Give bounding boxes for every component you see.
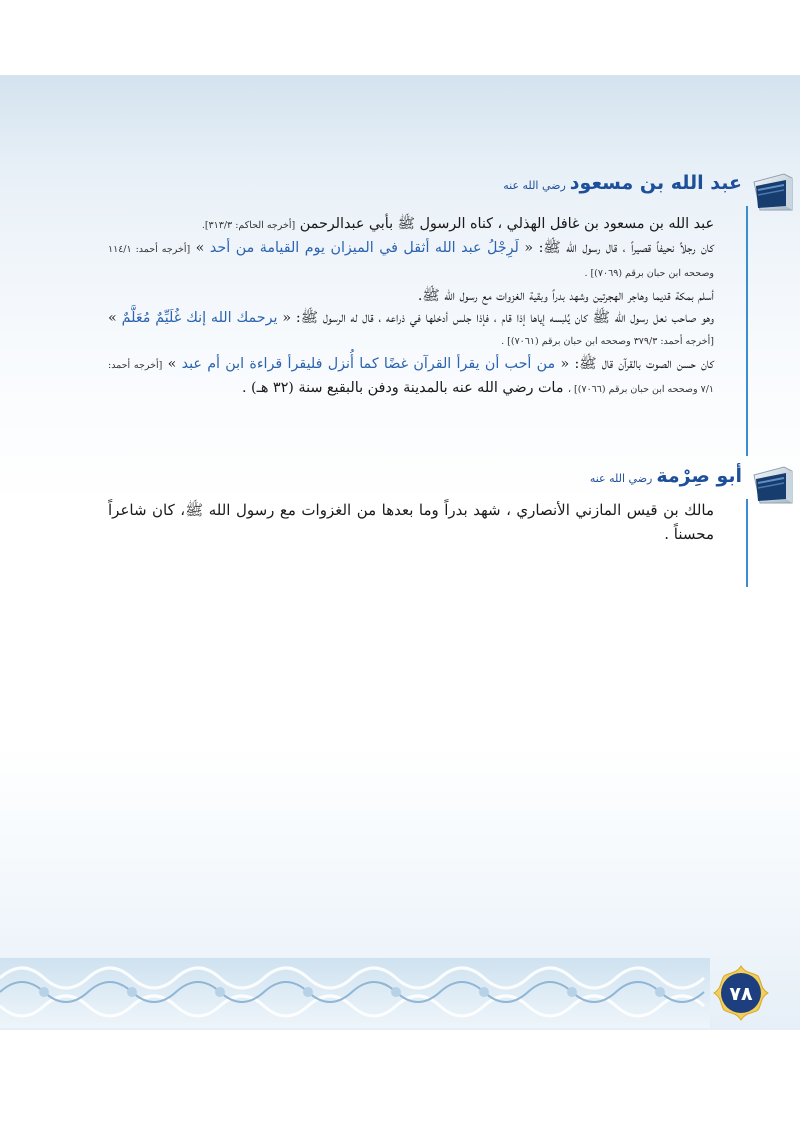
accent-line [746,206,748,456]
paragraph: كان رجلاً نحيفاً قصيراً ، قال رسول الله ﷺ: « لَرِجْلُ عبد الله أثقل في الميزان يوم القيامة من أحد » [أخرجه أحمد: ١١٤/١ وصححه ابن حبان برقم (٧٠٦٩)] . [108,240,714,279]
hadith-quote: من أحب أن يقرأ القرآن غضًا كما أُنزل فليقرأ قراءة ابن أم عبد [181,356,556,372]
section-title: عبد الله بن مسعودرضي الله عنه [503,172,742,194]
page-number-badge [712,964,770,1022]
paragraph: أسلم بمكة قديما وهاجر الهجرتين وشهد بدراً وبقية الغزوات مع رسول الله ﷺ. [417,288,714,304]
honorific: رضي الله عنه [503,179,566,192]
section-body [108,213,730,401]
page-number: ٧٨ [729,983,753,1005]
folder-icon [750,461,796,507]
hadith-quote: يرحمك الله إنك غُلَيِّمٌ مُعَلَّمٌ [121,310,278,326]
footer-ornament [0,958,800,1028]
section-body [108,498,730,546]
paragraph: عبد الله بن مسعود بن غافل الهذلي ، كناه الرسول ﷺ بأبي عبدالرحمن [أخرجه الحاكم: ٣١٣/٣]. [201,216,714,232]
citation: [أخرجه أحمد: ١١٤/١ وصححه ابن حبان برقم (٧٠٦٩)] . [108,244,714,279]
accent-line [746,499,748,587]
honorific: رضي الله عنه [589,472,653,485]
citation: [أخرجه أحمد: ٣٧٩/٣ وصححه ابن حبان برقم (٧٠٦١)] . [501,336,714,347]
citation: [أخرجه الحاكم: ٣١٣/٣]. [201,220,296,231]
section-title: أبو صِرْمةرضي الله عنه [589,465,742,487]
paragraph: كان حسن الصوت بالقرآن قال ﷺ: « من أحب أن يقرأ القرآن غضًا كما أُنزل فليقرأ قراءة ابن أم عبد » [أخرجه أحمد: ٧/١ وصححه ابن حبان برقم (٧٠٦٦)] ، مات رضي الله عنه بالمدينة ودفن بالبقيع سنة (٣٢ هـ) . [108,356,714,396]
paragraph: مالك بن قيس المازني الأنصاري ، شهد بدراً وما بعدها من الغزوات مع رسول الله ﷺ، كان شاعراً محسناً . [108,501,714,543]
paragraph: وهو صاحب نعل رسول الله ﷺ كان يُلبسه إياها إذا قام ، فإذا جلس أدخلها في ذراعه ، قال له الرسول ﷺ: « يرحمك الله إنك غُلَيِّمٌ مُعَلَّمٌ » [أخرجه أحمد: ٣٧٩/٣ وصححه ابن حبان برقم (٧٠٦١)] . [108,310,714,347]
hadith-quote: لَرِجْلُ عبد الله أثقل في الميزان يوم القيامة من أحد [209,240,519,256]
citation: [أخرجه أحمد: ٧/١ وصححه ابن حبان برقم (٧٠٦٦)] ، [108,360,714,395]
folder-icon [750,168,796,214]
